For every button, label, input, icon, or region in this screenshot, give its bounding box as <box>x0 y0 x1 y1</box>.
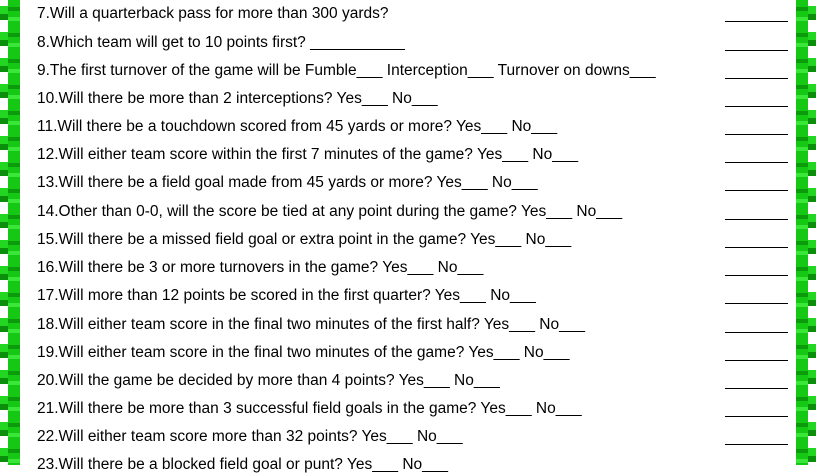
question-row <box>37 117 790 137</box>
answer-blank[interactable] <box>725 190 788 191</box>
answer-blank[interactable] <box>725 388 788 389</box>
answer-blank[interactable] <box>725 219 788 220</box>
answer-blank[interactable] <box>725 416 788 417</box>
question-row <box>37 173 790 193</box>
question-text: 16.Will there be 3 or more turnovers in the game? Yes___ No___ <box>37 259 484 276</box>
answer-blank[interactable] <box>725 106 788 107</box>
question-row <box>37 230 790 250</box>
question-row <box>37 258 790 278</box>
question-text: 17.Will more than 12 points be scored in the first quarter? Yes___ No___ <box>37 287 536 304</box>
answer-blank[interactable] <box>725 50 788 51</box>
question-text: 8.Which team will get to 10 points first? ___________ <box>37 34 405 51</box>
question-text: 23.Will there be a blocked field goal or punt? Yes___ No___ <box>37 456 449 473</box>
question-text: 14.Other than 0-0, will the score be tied at any point during the game? Yes___ No___ <box>37 203 623 220</box>
question-text: 21.Will there be more than 3 successful field goals in the game? Yes___ No___ <box>37 400 582 417</box>
question-text: 13.Will there be a field goal made from 45 yards or more? Yes___ No___ <box>37 174 538 191</box>
question-row <box>37 371 790 391</box>
question-row <box>37 286 790 306</box>
question-row <box>37 455 790 475</box>
question-row <box>37 427 790 447</box>
answer-blank[interactable] <box>725 247 788 248</box>
right-border-decoration <box>796 0 816 465</box>
question-text: 9.The first turnover of the game will be Fumble___ Interception___ Turnover on downs___ <box>37 62 656 79</box>
answer-blank[interactable] <box>725 78 788 79</box>
question-text: 12.Will either team score within the first 7 minutes of the game? Yes___ No___ <box>37 146 579 163</box>
question-row <box>37 61 790 81</box>
question-text: 11.Will there be a touchdown scored from 45 yards or more? Yes___ No___ <box>37 118 558 135</box>
answer-blank[interactable] <box>725 444 788 445</box>
answer-blank[interactable] <box>725 275 788 276</box>
question-row <box>37 89 790 109</box>
question-text: 15.Will there be a missed field goal or extra point in the game? Yes___ No___ <box>37 231 572 248</box>
question-row <box>37 145 790 165</box>
question-text: 10.Will there be more than 2 interceptions? Yes___ No___ <box>37 90 438 107</box>
question-text: 7.Will a quarterback pass for more than 300 yards? <box>37 5 389 22</box>
question-text: 19.Will either team score in the final two minutes of the game? Yes___ No___ <box>37 344 570 361</box>
question-row <box>37 33 790 53</box>
answer-blank[interactable] <box>725 21 788 22</box>
question-row <box>37 399 790 419</box>
answer-blank[interactable] <box>725 162 788 163</box>
answer-blank[interactable] <box>725 332 788 333</box>
question-text: 22.Will either team score more than 32 points? Yes___ No___ <box>37 428 463 445</box>
question-row <box>37 4 790 24</box>
answer-blank[interactable] <box>725 360 788 361</box>
question-row <box>37 315 790 335</box>
question-row <box>37 202 790 222</box>
question-row <box>37 343 790 363</box>
left-border-decoration <box>0 0 20 465</box>
question-text: 18.Will either team score in the final two minutes of the first half? Yes___ No___ <box>37 316 585 333</box>
question-text: 20.Will the game be decided by more than 4 points? Yes___ No___ <box>37 372 500 389</box>
question-sheet <box>20 0 796 473</box>
answer-blank[interactable] <box>725 134 788 135</box>
answer-blank[interactable] <box>725 303 788 304</box>
